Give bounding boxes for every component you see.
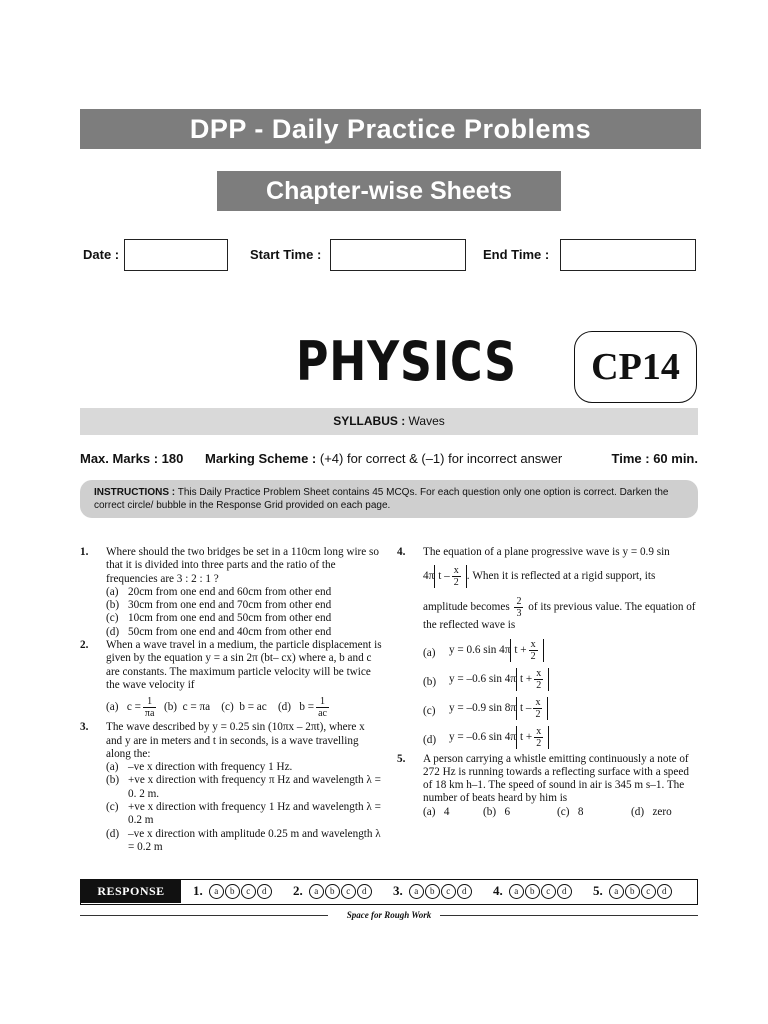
option-text: c = (126, 701, 141, 714)
option-row (423, 806, 699, 819)
chapter-code-badge: CP14 (574, 331, 697, 403)
question-text: . When it is reflected at a rigid support, its (466, 570, 656, 583)
question-text: The wave described by y = 0.25 sin (10πx – 2πt), where x and y are in meters and t in seconds, is a wave travelling along the: (106, 721, 365, 760)
option-c (557, 806, 631, 819)
end-time-field[interactable] (560, 239, 696, 271)
fraction (533, 697, 542, 720)
question-number: 5. (397, 752, 406, 765)
numerator: x (530, 638, 536, 650)
denominator: 2 (453, 577, 459, 589)
question-number: 4. (397, 546, 406, 558)
fraction (534, 726, 543, 749)
bubble-b[interactable]: b (625, 884, 640, 899)
option-letter: (d) (423, 733, 437, 746)
option-letter: (c) (423, 704, 436, 717)
question-5 (397, 753, 699, 819)
numerator: x (535, 696, 541, 708)
bubble-d[interactable]: d (357, 884, 372, 899)
option-letter: (a) (423, 805, 436, 818)
instructions-label: INSTRUCTIONS : (94, 487, 176, 498)
question-number: 1. (80, 546, 89, 558)
option-text: 50cm from one end and 40cm from other end (128, 625, 332, 638)
option-text: y = –0.6 sin 4π (449, 730, 516, 743)
option-d (631, 806, 672, 818)
option-text: 6 (504, 805, 511, 818)
option-text: 30cm from one end and 70cm from other end (128, 599, 332, 612)
question-text: amplitude becomes (423, 601, 510, 614)
option-letter: (c) (106, 612, 119, 625)
option-d (423, 726, 699, 749)
max-marks: Max. Marks : 180 (80, 451, 184, 466)
bubble-c[interactable]: c (241, 884, 256, 899)
option-letter: (d) (631, 805, 645, 818)
date-label: Date : (83, 247, 120, 262)
fraction (534, 668, 543, 691)
marking-scheme-value: (+4) for correct & (–1) for incorrect answer (316, 451, 563, 466)
syllabus-label: SYLLABUS : (333, 414, 406, 428)
option-text: +ve x direction with frequency 1 Hz and wavelength λ = 0.2 m (128, 801, 381, 827)
option-text: y = –0.9 sin 8π (449, 701, 516, 714)
question-text: When a wave travel in a medium, the particle displacement is given by the equation y = a sin 2π (bt– cx) where a, b and c are constants. The maximum particle velocity will be twice the wave velocity if (106, 639, 382, 691)
option-d (277, 696, 331, 720)
option-letter: (d) (106, 827, 120, 840)
option-c (106, 612, 382, 625)
date-field[interactable] (124, 239, 228, 271)
bracket-text: t + (519, 672, 533, 685)
question-text: Where should the two bridges be set in a 110cm long wire so that it is divided into three parts and the ratio of the frequencies are 3 : 2 : 1 ? (106, 546, 379, 585)
bubble-a[interactable]: a (309, 884, 324, 899)
option-text: 4 (443, 805, 450, 818)
denominator: 2 (535, 708, 541, 720)
option-letter: (b) (423, 675, 437, 688)
option-text: c = πa (182, 701, 211, 714)
option-b (164, 701, 210, 713)
question-1 (80, 546, 382, 639)
option-a (106, 761, 382, 774)
marking-scheme-label: Marking Scheme : (205, 451, 317, 466)
marks-line (80, 451, 698, 466)
wave-equation-line (423, 565, 699, 588)
rough-work-divider (80, 908, 698, 922)
bubble-c[interactable]: c (441, 884, 456, 899)
fraction (514, 596, 523, 619)
option-text: 10cm from one end and 50cm from other end (128, 612, 332, 625)
option-text: 20cm from one end and 60cm from other end (128, 585, 332, 598)
question-number: 3. (80, 721, 89, 734)
option-letter: (d) (106, 625, 120, 638)
numerator: x (536, 667, 542, 679)
bracket (516, 668, 549, 691)
fraction (316, 696, 329, 719)
option-letter: (c) (557, 805, 570, 818)
bubble-d[interactable]: d (457, 884, 472, 899)
numerator: 1 (316, 696, 329, 708)
option-row (106, 696, 382, 719)
denominator: 2 (536, 737, 542, 749)
grid-item-3 (393, 882, 493, 900)
denominator: πa (144, 708, 155, 720)
bracket (516, 697, 549, 720)
option-b (423, 668, 699, 691)
bracket-text: t + (514, 643, 527, 656)
option-a (106, 586, 382, 599)
marking-scheme (205, 451, 562, 466)
option-letter: (d) (277, 701, 291, 714)
bracket-text: t – (438, 570, 450, 583)
bracket (516, 726, 549, 749)
end-time-label: End Time : (483, 247, 550, 262)
option-b (483, 806, 557, 819)
grid-item-5 (593, 882, 691, 900)
option-text: –ve x direction with frequency 1 Hz. (128, 761, 293, 774)
start-time-label: Start Time : (250, 247, 322, 262)
option-text: y = –0.6 sin 4π (449, 672, 516, 685)
option-d (106, 828, 382, 855)
right-column (397, 546, 699, 819)
option-text: b = ac (239, 701, 267, 714)
option-text: +ve x direction with frequency π Hz and wavelength λ = 0. 2 m. (128, 774, 381, 800)
subject-title: PHYSICS (296, 330, 517, 393)
bracket-text: t – (519, 701, 532, 714)
grid-number: 1. (193, 883, 203, 899)
rough-work-label: Space for Rough Work (346, 910, 432, 920)
denominator: 3 (516, 608, 522, 620)
numerator: x (453, 565, 459, 577)
amplitude-line (423, 596, 699, 632)
fraction (452, 565, 461, 588)
option-text: b = (299, 701, 315, 714)
bubble-b[interactable]: b (225, 884, 240, 899)
subtitle-banner: Chapter-wise Sheets (217, 171, 561, 211)
option-letter: (c) (106, 801, 119, 814)
question-2 (80, 639, 382, 719)
option-letter: (b) (106, 774, 120, 787)
response-grid-items (193, 882, 691, 900)
bubble-c[interactable]: c (541, 884, 556, 899)
bubble-a[interactable]: a (609, 884, 624, 899)
option-text: –ve x direction with amplitude 0.25 m and wavelength λ = 0.2 m (128, 827, 381, 853)
bracket (510, 639, 543, 662)
option-letter: (b) (483, 805, 497, 818)
grid-number: 3. (393, 883, 403, 899)
question-number: 2. (80, 639, 89, 652)
option-d (106, 626, 382, 639)
question-text: of its previous value. The equation of the reflected wave is (423, 601, 696, 632)
bubble-a[interactable]: a (409, 884, 424, 899)
bubble-c[interactable]: c (341, 884, 356, 899)
bubble-d[interactable]: d (557, 884, 572, 899)
syllabus-bar (80, 408, 698, 435)
time-limit: Time : 60 min. (611, 451, 698, 466)
grid-number: 5. (593, 883, 603, 899)
option-text: y = 0.6 sin 4π (449, 643, 511, 656)
instructions-box (80, 480, 698, 518)
syllabus-value: Waves (405, 414, 445, 428)
option-c (106, 801, 382, 828)
option-letter: (a) (106, 585, 119, 598)
grid-item-2 (293, 882, 393, 900)
bubble-c[interactable]: c (641, 884, 656, 899)
option-c (423, 697, 699, 720)
option-b (106, 774, 382, 801)
numerator: 2 (516, 596, 522, 608)
bracket-text: t + (519, 730, 533, 743)
grid-item-1 (193, 882, 293, 900)
bubble-b[interactable]: b (425, 884, 440, 899)
bubble-b[interactable]: b (325, 884, 340, 899)
fraction (143, 696, 157, 719)
question-text: A person carrying a whistle emitting continuously a note of 272 Hz is running towards a reflecting surface with a speed of 18 km h–1. The speed of sound in air is 345 m s–1. The number of beats heard by him is (423, 752, 689, 805)
denominator: 2 (536, 679, 542, 691)
option-letter: (a) (106, 701, 119, 714)
question-3 (80, 721, 382, 854)
fraction (529, 639, 538, 662)
bubble-d[interactable]: d (257, 884, 272, 899)
option-letter: (b) (106, 599, 120, 612)
option-text: zero (652, 805, 672, 818)
bubble-b[interactable]: b (525, 884, 540, 899)
option-b (106, 599, 382, 612)
grid-number: 4. (493, 883, 503, 899)
question-4 (397, 546, 699, 749)
bubble-a[interactable]: a (509, 884, 524, 899)
option-a (423, 639, 699, 662)
page-title-banner: DPP - Daily Practice Problems (80, 109, 701, 149)
option-letter: (c) (221, 701, 234, 714)
instructions-text: This Daily Practice Problem Sheet contains 45 MCQs. For each question only one option is correct. Darken the correct circle/ bubble in the Response Grid provided on each page. (94, 487, 669, 511)
option-text: 8 (577, 805, 584, 818)
bracket (434, 565, 467, 588)
option-letter: (a) (423, 646, 436, 659)
start-time-field[interactable] (330, 239, 466, 271)
question-text: The equation of a plane progressive wave is y = 0.9 sin (423, 546, 670, 558)
bubble-d[interactable]: d (657, 884, 672, 899)
option-letter: (a) (106, 761, 119, 774)
response-grid-label: RESPONSE GRID (81, 880, 181, 903)
grid-number: 2. (293, 883, 303, 899)
left-column (80, 546, 382, 854)
option-c (221, 701, 266, 713)
grid-item-4 (493, 882, 593, 900)
denominator: ac (318, 708, 327, 720)
option-a (423, 806, 483, 819)
bubble-a[interactable]: a (209, 884, 224, 899)
numerator: 1 (143, 696, 157, 708)
equation-prefix: 4π (423, 570, 435, 583)
denominator: 2 (530, 650, 536, 662)
option-letter: (b) (163, 701, 178, 714)
numerator: x (536, 725, 542, 737)
